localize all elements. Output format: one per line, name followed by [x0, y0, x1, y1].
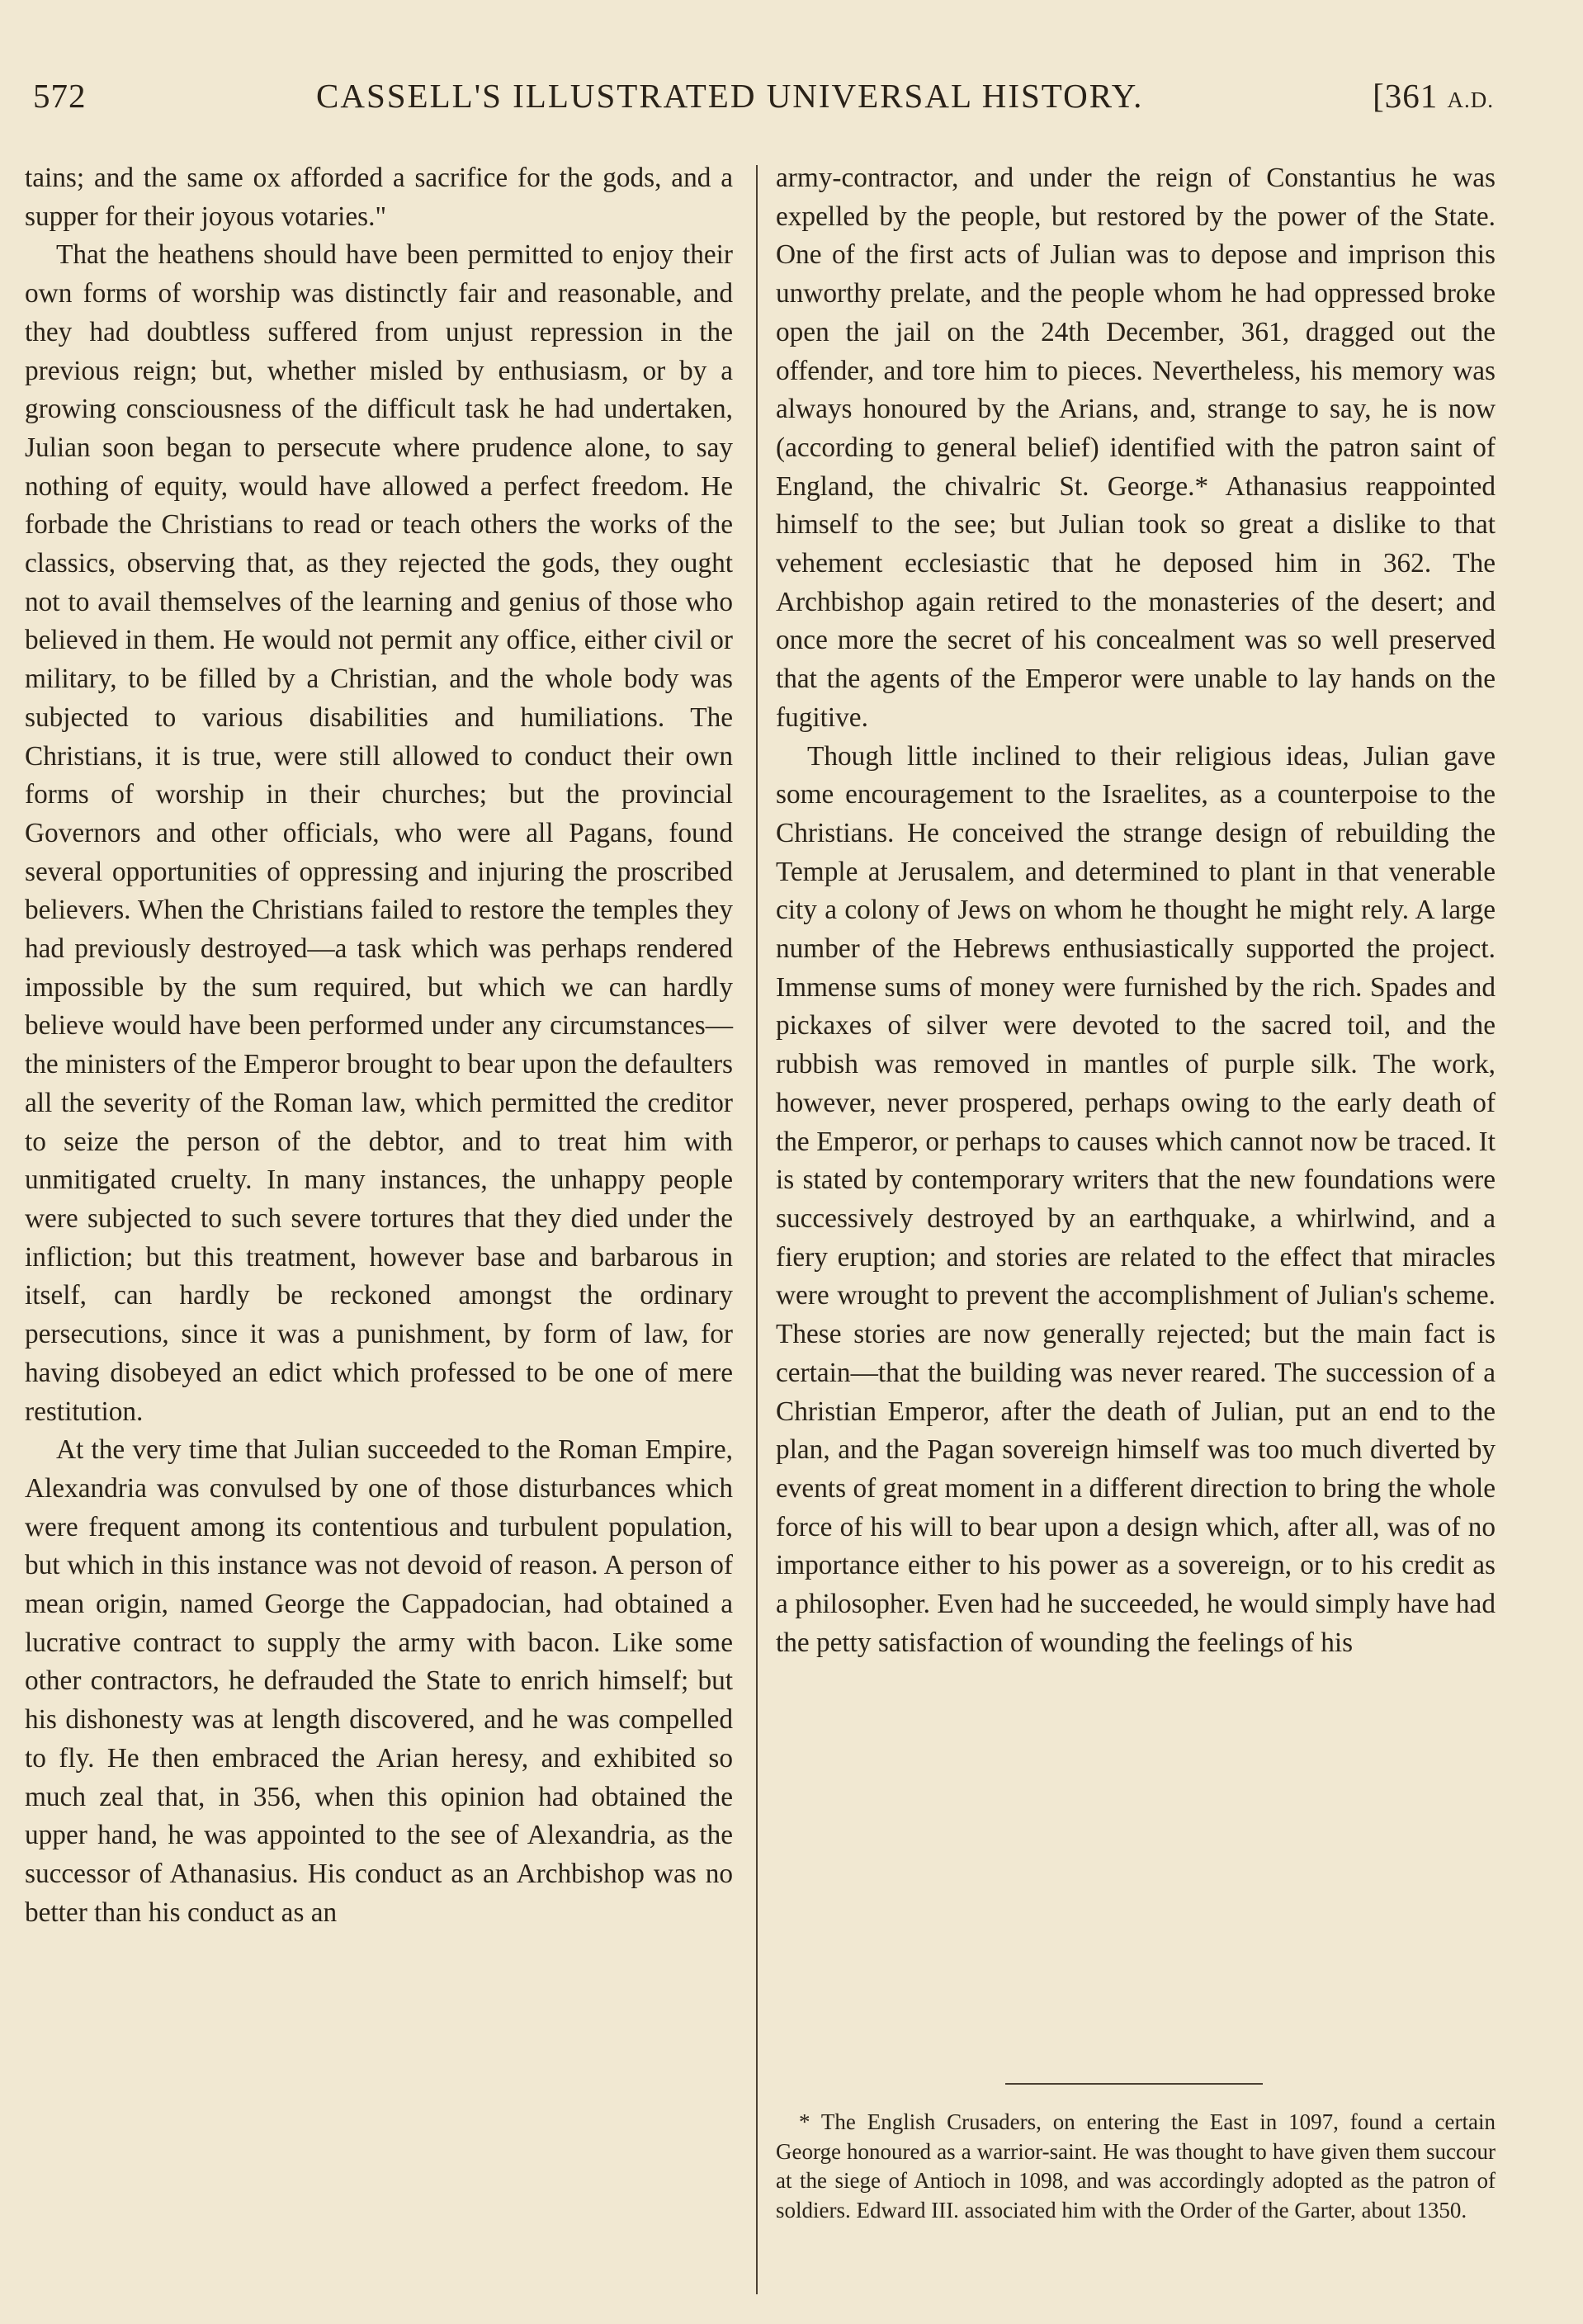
- page-number: 572: [33, 77, 87, 115]
- date-marker: [1373, 76, 1494, 116]
- date-year: [361: [1373, 77, 1439, 115]
- paragraph: army-contractor, and under the reign of Constantius he was expelled by the people, but restored by the power of the State. One of the first acts of Julian was to depose and imprison this unworthy prelate, and the people whom he had oppressed broke open the jail on the 24th December, 361, dragged out the offender, and tore him to pieces. Nevertheless, his memory was always honoured by the Arians, and, strange to say, he is now (according to general belief) identified with the patron saint of England, the chivalric St. George.* Athanasius reappointed himself to the see; but Julian took so great a dislike to that vehement ecclesiastic that he deposed him in 362. The Archbishop again retired to the monasteries of the desert; and once more the secret of his concealment was so well preserved that the agents of the Emperor were unable to lay hands on the fugitive.: [776, 163, 1496, 733]
- left-column: [25, 159, 733, 1932]
- column-divider: [756, 165, 758, 2294]
- paragraph: tains; and the same ox afforded a sacrifice for the gods, and a supper for their joyous votaries.": [25, 163, 733, 232]
- paragraph: That the heathens should have been permitted to enjoy their own forms of worship was distinctly fair and reasonable, and they had doubtless suffered from unjust repression in the previous reign; but, whether misled by enthusiasm, or by a growing consciousness of the difficult task he had undertaken, Julian soon began to persecute where prudence alone, to say nothing of equity, would have allowed a perfect freedom. He forbade the Christians to read or teach others the works of the classics, observing that, as they rejected the gods, they ought not to avail themselves of the learning and genius of those who believed in them. He would not permit any office, either civil or military, to be filled by a Christian, and the whole body was subjected to various disabilities and humiliations. The Christians, it is true, were still allowed to conduct their own forms of worship in their churches; but the provincial Governors and other officials, who were all Pagans, found several opportunities of oppressing and injuring the proscribed believers. When the Christians failed to restore the temples they had previously destroyed—a task which was perhaps rendered impossible by the sum required, but which we can hardly believe would have been performed under any circumstances—the ministers of the Emperor brought to bear upon the defaulters all the severity of the Roman law, which permitted the creditor to seize the person of the debtor, and to treat him with unmitigated cruelty. In many instances, the unhappy people were subjected to such severe tortures that they died under the infliction; but this treatment, however base and barbarous in itself, can hardly be reckoned amongst the ordinary persecutions, since it was a punishment, by form of law, for having disobeyed an edict which professed to be one of mere restitution.: [25, 239, 733, 1427]
- date-era: A.D.: [1447, 87, 1494, 112]
- footnote: [776, 2108, 1496, 2225]
- running-title: CASSELL'S ILLUSTRATED UNIVERSAL HISTORY.: [316, 77, 1144, 115]
- paragraph: At the very time that Julian succeeded to the Roman Empire, Alexandria was convulsed by one of those disturbances which were frequent among its contentious and turbulent population, but which in this instance was not devoid of reason. A person of mean origin, named George the Cappadocian, had obtained a lucrative contract to supply the army with bacon. Like some other contractors, he defrauded the State to enrich himself; but his dishonesty was at length discovered, and he was compelled to fly. He then embraced the Arian heresy, and exhibited so much zeal that, in 356, when this opinion had obtained the upper hand, he was appointed to the see of Alexandria, as the successor of Athanasius. His conduct as an Archbishop was no better than his conduct as an: [25, 1434, 733, 1928]
- footnote-rule: [1005, 2083, 1263, 2085]
- running-header: [33, 76, 1494, 125]
- paragraph: Though little inclined to their religious ideas, Julian gave some encouragement to the Israelites, as a counterpoise to the Christians. He conceived the strange design of rebuilding the Temple at Jerusalem, and determined to plant in that venerable city a colony of Jews on whom he thought he might rely. A large number of the Hebrews enthusiastically supported the project. Immense sums of money were furnished by the rich. Spades and pickaxes of silver were devoted to the sacred toil, and the rubbish was removed in mantles of purple silk. The work, however, never prospered, perhaps owing to the early death of the Emperor, or perhaps to causes which cannot now be traced. It is stated by contemporary writers that the new foundations were successively destroyed by an earthquake, a whirlwind, and a fiery eruption; and stories are related to the effect that miracles were wrought to prevent the accomplishment of Julian's scheme. These stories are now generally rejected; but the main fact is certain—that the building was never reared. The succession of a Christian Emperor, after the death of Julian, put an end to the plan, and the Pagan sovereign himself was too much diverted by events of great moment in a different direction to bring the whole force of his will to bear upon a design which, after all, was of no importance either to his power as a sovereign, or to his credit as a philosopher. Even had he succeeded, he would simply have had the petty satisfaction of wounding the feelings of his: [776, 740, 1496, 1658]
- footnote-text: * The English Crusaders, on entering the East in 1097, found a certain George honoured as a warrior-saint. He was thought to have given them succour at the siege of Antioch in 1098, and was accordingly adopted as the patron of soldiers. Edward III. associated him with the Order of the Garter, about 1350.: [776, 2109, 1496, 2222]
- right-column: [776, 159, 1496, 1662]
